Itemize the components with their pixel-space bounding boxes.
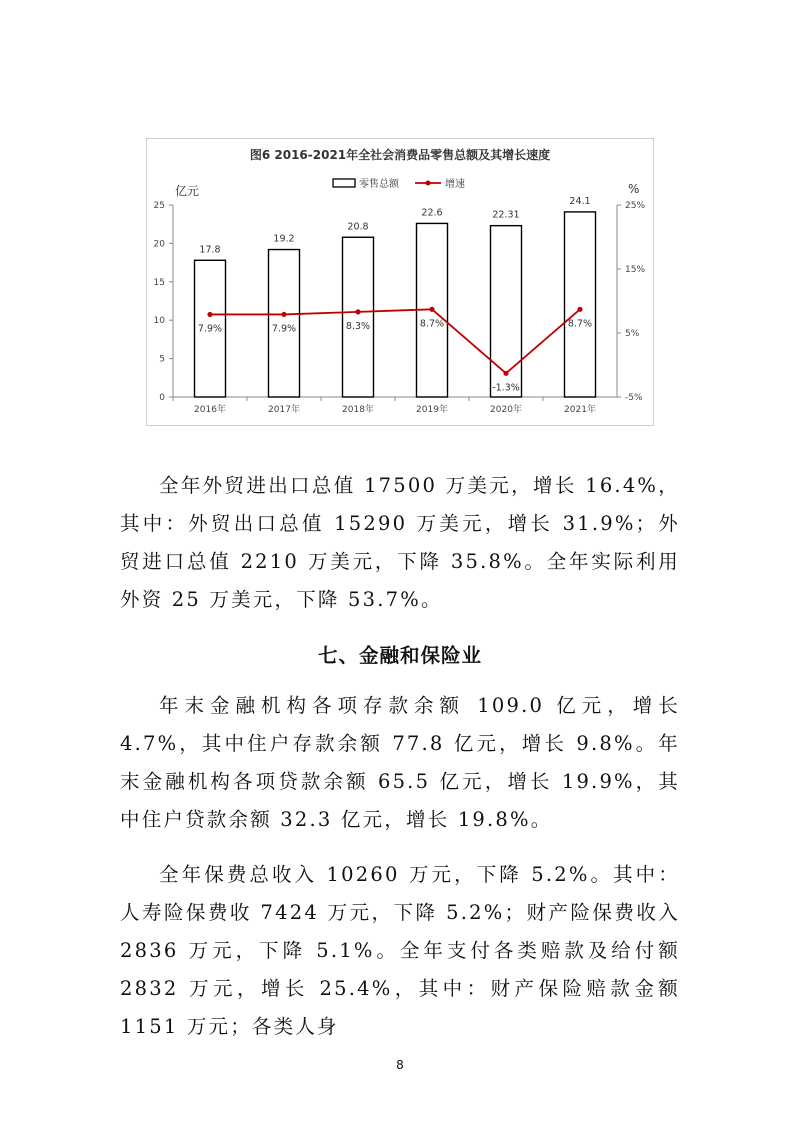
growth-value-label: -1.3% bbox=[492, 382, 520, 394]
x-tick-label: 2019年 bbox=[416, 405, 448, 415]
paragraph-finance: 年末金融机构各项存款余额 109.0 亿元，增长 4.7%，其中住户存款余额 77.8 亿元，增长 9.8%。年末金融机构各项贷款余额 65.5 亿元，增长 19.9%，其中住户贷款余额 32.3 亿元，增长 19.8%。 bbox=[120, 694, 680, 831]
growth-value-label: 7.9% bbox=[197, 323, 223, 335]
left-axis-unit: 亿元 bbox=[175, 184, 200, 198]
growth-value-label: 7.9% bbox=[271, 323, 297, 335]
growth-value-label: 8.7% bbox=[567, 318, 593, 330]
chart-svg bbox=[147, 139, 653, 425]
bar-value-label: 22.6 bbox=[421, 207, 443, 219]
growth-point bbox=[577, 307, 582, 312]
paragraph-insurance: 全年保费总收入 10260 万元，下降 5.2%。其中：人寿险保费收 7424 万元，下降 5.2%；财产险保费收入 2836 万元，下降 5.1%。全年支付各类赔款及给付额 2832 万元，增长 25.4%，其中：财产保险赔款金额 1151 万元；各类人身 bbox=[120, 863, 680, 1038]
growth-value-label: 8.7% bbox=[419, 318, 445, 330]
bar-value-label: 24.1 bbox=[569, 195, 591, 207]
chart-title: 图6 2016-2021年全社会消费品零售总额及其增长速度 bbox=[249, 148, 551, 162]
legend-bar-swatch bbox=[333, 179, 355, 187]
x-tick-label: 2018年 bbox=[342, 405, 374, 415]
page-number: 8 bbox=[396, 1058, 404, 1072]
right-tick-label: 5% bbox=[625, 329, 640, 339]
left-tick-label: 5 bbox=[159, 354, 165, 365]
right-tick-label: -5% bbox=[625, 393, 643, 403]
right-tick-label: 25% bbox=[625, 201, 646, 211]
growth-point bbox=[207, 312, 212, 317]
bar bbox=[343, 237, 374, 397]
legend-bar-label: 零售总额 bbox=[359, 179, 399, 190]
legend-line-label: 增速 bbox=[445, 179, 465, 190]
x-tick-label: 2021年 bbox=[564, 405, 596, 415]
bar-value-label: 22.31 bbox=[492, 209, 520, 221]
x-tick-label: 2020年 bbox=[490, 405, 522, 415]
bar-value-label: 19.2 bbox=[273, 233, 295, 245]
left-tick-label: 0 bbox=[159, 393, 165, 403]
left-tick-label: 15 bbox=[153, 277, 165, 288]
bar-value-label: 17.8 bbox=[199, 244, 221, 256]
x-tick-label: 2017年 bbox=[268, 405, 300, 415]
right-axis-unit: % bbox=[628, 182, 640, 196]
right-tick-label: 15% bbox=[625, 265, 646, 275]
chart-marks bbox=[154, 196, 646, 415]
growth-point bbox=[503, 371, 508, 376]
paragraph-foreign-trade: 全年外贸进出口总值 17500 万美元，增长 16.4%，其中：外贸出口总值 15290 万美元，增长 31.9%；外贸进口总值 2210 万美元，下降 35.8%。全年实际利用外资 25 万美元，下降 53.7%。 bbox=[120, 474, 680, 611]
left-tick-label: 25 bbox=[153, 201, 165, 211]
legend-line-marker bbox=[426, 181, 431, 186]
growth-point bbox=[429, 307, 434, 312]
growth-point bbox=[355, 309, 360, 314]
retail-sales-chart bbox=[146, 138, 654, 426]
section-heading-finance-insurance: 七、金融和保险业 bbox=[317, 644, 482, 667]
growth-point bbox=[281, 312, 286, 317]
left-tick-label: 10 bbox=[153, 316, 165, 327]
growth-value-label: 8.3% bbox=[345, 320, 371, 332]
growth-line bbox=[210, 309, 580, 373]
bar bbox=[565, 212, 596, 397]
x-tick-label: 2016年 bbox=[194, 405, 226, 415]
bar-value-label: 20.8 bbox=[347, 221, 369, 233]
chart-legend bbox=[333, 177, 465, 190]
left-tick-label: 20 bbox=[153, 239, 165, 250]
